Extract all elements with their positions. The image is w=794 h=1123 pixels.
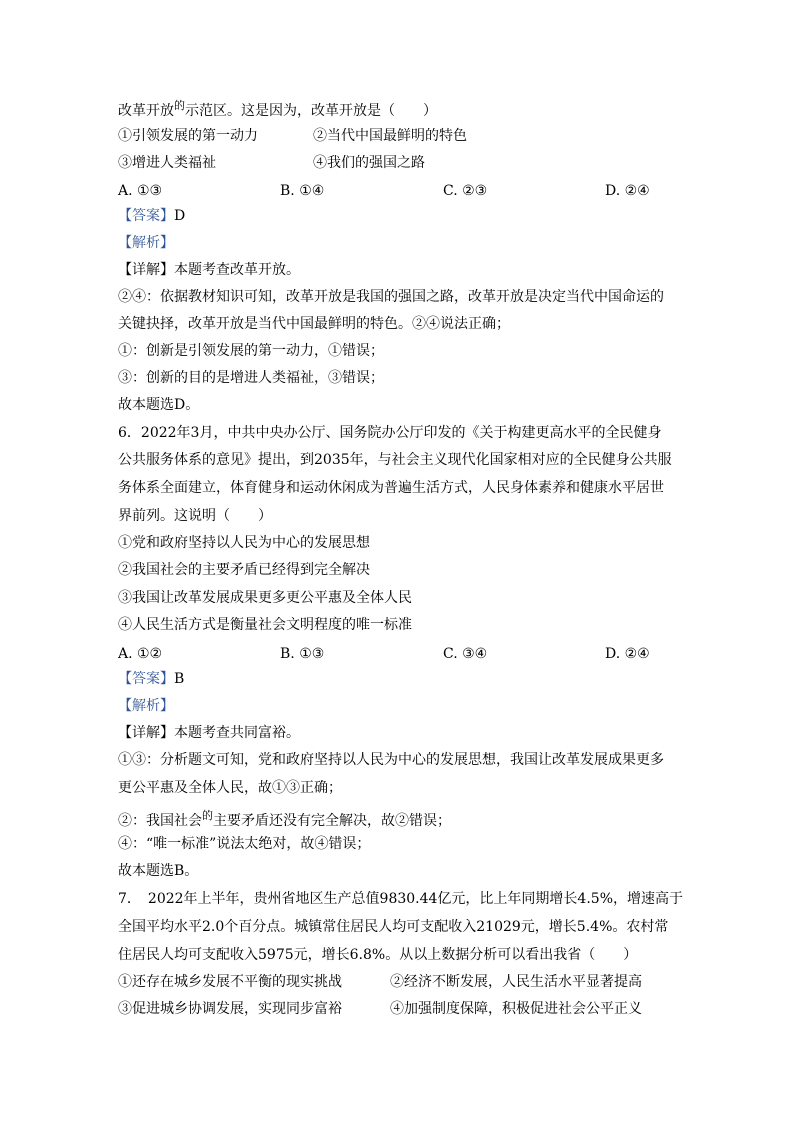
q6-explanation-4: ④：“唯一标准”说法太绝对，故④错误； xyxy=(118,836,371,852)
q7-item-1: ①还存在城乡发展不平衡的现实挑战 xyxy=(118,974,342,990)
q7-stem-3: 住居民人均可支配收入5975元，增长6.8%。从以上数据分析可以看出我省（ ） xyxy=(118,947,638,963)
q6-answer xyxy=(118,670,184,688)
q5-stem-part-b: 示范区。这是因为，改革开放是（ ） xyxy=(185,103,437,119)
q6-expl3-part-b: 主要矛盾还没有完全解决，故②错误； xyxy=(213,813,451,829)
q5-answer xyxy=(118,207,185,225)
q5-explanation-1: ②④：依据教材知识可知，改革开放是我国的强国之路，改革开放是决定当代中国命运的 xyxy=(118,289,664,305)
q6-explanation-5: 故本题选B。 xyxy=(118,863,199,879)
q6-item-4: ④人民生活方式是衡量社会文明程度的唯一标准 xyxy=(118,617,412,633)
q6-explanation-2: 更公平惠及全体人民，故①③正确； xyxy=(118,780,342,796)
q5-choice-c: C. ②③ xyxy=(443,183,488,199)
q5-stem-superscript: 的 xyxy=(174,99,185,112)
q6-item-1: ①党和政府坚持以人民为中心的发展思想 xyxy=(118,535,370,551)
q5-item-2: ②当代中国最鲜明的特色 xyxy=(313,128,467,144)
q6-item-2: ②我国社会的主要矛盾已经得到完全解决 xyxy=(118,562,370,578)
q7-stem-1: 7． 2022年上半年，贵州省地区生产总值9830.44亿元，比上年同期增长4.5%，增速高于 xyxy=(118,891,683,907)
q6-explanation-1: ①③：分析题文可知，党和政府坚持以人民为中心的发展思想，我国让改革发展成果更多 xyxy=(118,752,664,768)
q5-answer-value: D xyxy=(174,208,186,224)
q7-stem-2: 全国平均水平2.0个百分点。城镇常住居民人均可支配收入21029元，增长5.4%。农村常 xyxy=(118,919,669,935)
q7-item-3: ③促进城乡协调发展，实现同步富裕 xyxy=(118,1001,342,1017)
q6-detail xyxy=(118,724,300,742)
q6-choice-b: B. ①③ xyxy=(280,646,325,662)
q5-choice-a: A. ①③ xyxy=(118,183,163,199)
q6-answer-tag: 【答案】 xyxy=(118,671,174,687)
q6-detail-tag: 【详解】 xyxy=(118,725,174,741)
q5-choice-d: D. ②④ xyxy=(605,183,650,199)
q5-explanation-5: 故本题选D。 xyxy=(118,397,200,413)
q6-stem-2: 公共服务体系的意见》提出，到2035年，与社会主义现代化国家相对应的全民健身公共服 xyxy=(118,452,672,468)
q5-answer-tag: 【答案】 xyxy=(118,208,174,224)
q5-detail xyxy=(118,261,300,279)
q6-choice-a: A. ①② xyxy=(118,646,163,662)
q6-choice-d: D. ②④ xyxy=(605,646,650,662)
q6-expl3-part-a: ②：我国社会 xyxy=(118,813,202,829)
q6-expl3-superscript: 的 xyxy=(202,809,213,822)
q5-analysis-tag: 【解析】 xyxy=(118,235,174,251)
q5-stem xyxy=(118,99,437,121)
q5-detail-tag: 【详解】 xyxy=(118,262,174,278)
q6-stem-4: 界前列。这说明（ ） xyxy=(118,508,272,524)
q6-analysis-tag: 【解析】 xyxy=(118,698,174,714)
q5-explanation-3: ①：创新是引领发展的第一动力，①错误； xyxy=(118,343,384,359)
q5-item-4: ④我们的强国之路 xyxy=(313,155,425,171)
q7-item-2: ②经济不断发展，人民生活水平显著提高 xyxy=(390,974,642,990)
q6-explanation-3 xyxy=(118,809,451,831)
q5-choice-b: B. ①④ xyxy=(280,183,325,199)
q5-stem-part-a: 改革开放 xyxy=(118,103,174,119)
q5-item-3: ③增进人类福祉 xyxy=(118,155,216,171)
q6-stem-1: 6．2022年3月，中共中央办公厅、国务院办公厅印发的《关于构建更高水平的全民健身 xyxy=(118,425,662,441)
q6-answer-value: B xyxy=(174,671,185,687)
q5-detail-text: 本题考查改革开放。 xyxy=(174,262,300,278)
q7-item-4: ④加强制度保障，积极促进社会公平正义 xyxy=(390,1001,642,1017)
q6-choice-c: C. ③④ xyxy=(443,646,488,662)
q5-explanation-2: 关键抉择，改革开放是当代中国最鲜明的特色。②④说法正确； xyxy=(118,316,510,332)
q6-item-3: ③我国让改革发展成果更多更公平惠及全体人民 xyxy=(118,590,412,606)
q6-detail-text: 本题考查共同富裕。 xyxy=(174,725,300,741)
q5-explanation-4: ③：创新的目的是增进人类福祉，③错误； xyxy=(118,370,384,386)
q5-item-1: ①引领发展的第一动力 xyxy=(118,128,258,144)
q6-stem-3: 务体系全面建立，体育健身和运动休闲成为普遍生活方式，人民身体素养和健康水平居世 xyxy=(118,480,664,496)
